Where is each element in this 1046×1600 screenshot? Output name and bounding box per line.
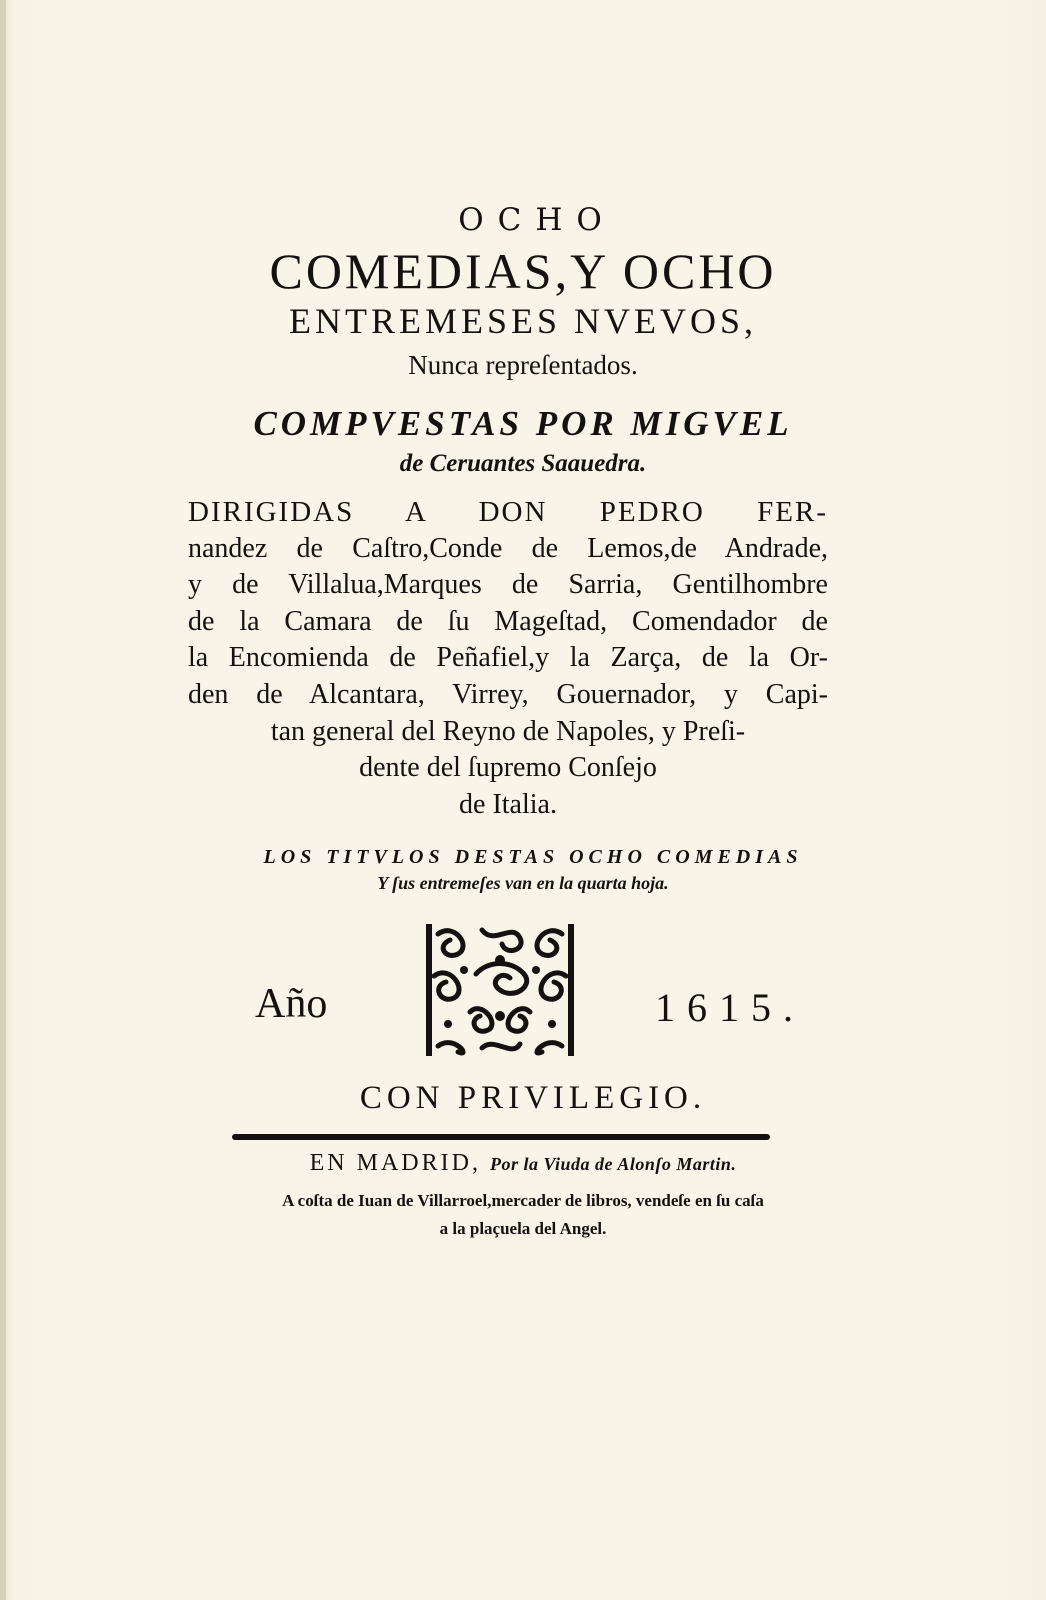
title-entremeses: ENTREMESES NVEVOS,: [288, 301, 758, 341]
dedication-line: de Italia.: [459, 788, 557, 820]
horizontal-rule: [232, 1134, 770, 1140]
author-line: COMPVESTAS POR MIGVEL: [253, 404, 793, 443]
imprint-costa: A coſta de Iuan de Villarroel,mercader de libros, vendeſe en ſu caſa: [282, 1191, 764, 1210]
dedication-line: DIRIGIDAS A DON PEDRO FER-: [188, 496, 828, 528]
dedication-line: y de Villalua,Marques de Sarria, Gentilhombre: [188, 569, 828, 601]
titulos-line-2: Y ſus entremeſes van en la quarta hoja.: [377, 873, 669, 893]
imprint-place: EN MADRID,: [309, 1150, 481, 1176]
binding-gutter: [0, 0, 6, 1600]
printer-ornament-icon: [424, 920, 576, 1060]
dedication-line: nandez de Caſtro,Conde de Lemos,de Andrade,: [188, 532, 828, 564]
dedication-line: la Encomienda de Peñafiel,y la Zarça, de la Or-: [188, 642, 828, 674]
dedication-line: de la Camara de ſu Mageſtad, Comendador de: [188, 605, 828, 637]
publication-year: 1615.: [655, 985, 805, 1030]
imprint-printer: Por la Viuda de Alonſo Martin.: [489, 1154, 737, 1174]
imprint-line: [0, 1150, 1046, 1177]
dedication-line: dente del ſupremo Conſejo: [359, 752, 657, 784]
dedication-line: tan general del Reyno de Napoles, y Preſi-: [270, 715, 746, 747]
title-ocho: OCHO: [458, 202, 616, 238]
dedication-paragraph: [188, 494, 828, 823]
dedication-line: den de Alcantara, Virrey, Gouernador, y Capi-: [188, 678, 828, 710]
privilegio: CON PRIVILEGIO.: [359, 1080, 707, 1116]
imprint-placuela: a la plaçuela del Angel.: [439, 1219, 607, 1238]
subtitle-nunca: Nunca repreſentados.: [408, 350, 638, 380]
title-comedias: COMEDIAS,Y OCHO: [269, 243, 777, 299]
titulos-line-1: LOS TITVLOS DESTAS OCHO COMEDIAS: [263, 846, 803, 868]
ano-label: Año: [255, 981, 328, 1027]
author-name: de Ceruantes Saauedra.: [399, 450, 647, 477]
